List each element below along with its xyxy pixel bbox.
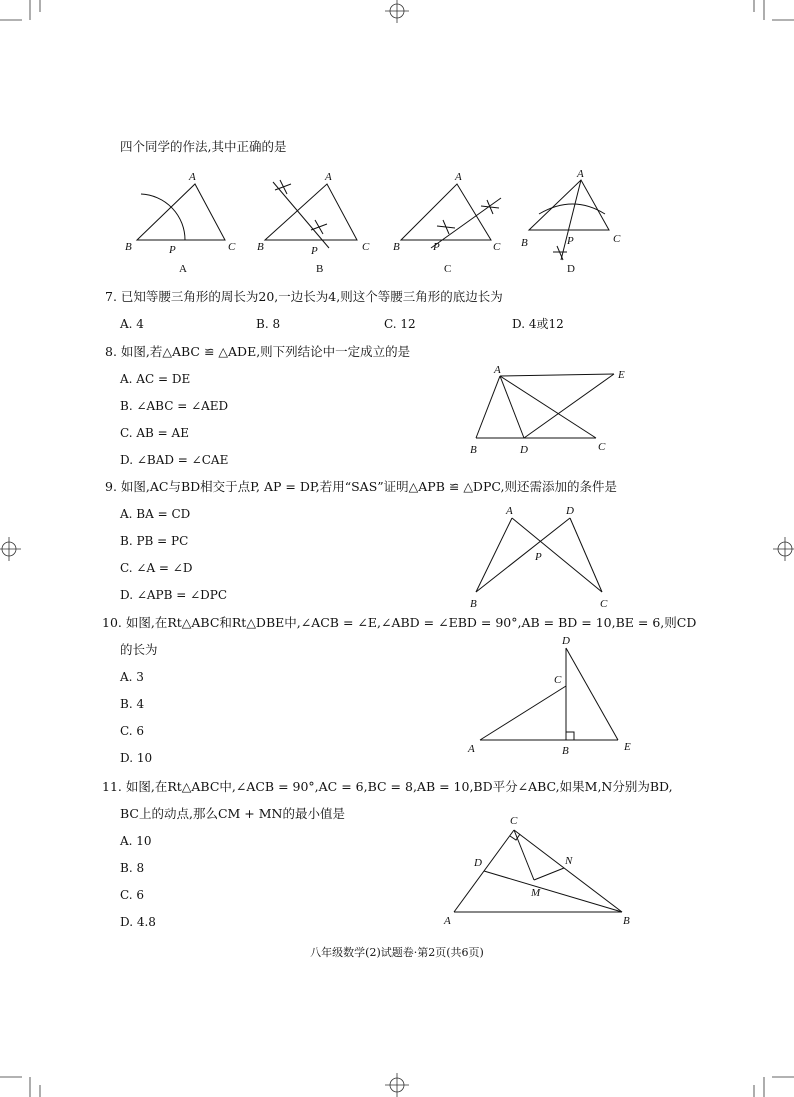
q6-caption-c: C: [444, 263, 452, 275]
q8-label-c: C: [598, 441, 606, 453]
q9-segment-ab: [476, 518, 512, 592]
q6-fig-d-cross: [553, 246, 567, 260]
q6-fig-a-triangle: [137, 184, 225, 240]
q9-stem: 9. 如图,AC与BD相交于点P, AP = DP,若用“SAS”证明△APB ≌ △DPC,则还需添加的条件是: [105, 479, 617, 494]
q11-option-b[interactable]: B. 8: [120, 861, 145, 875]
q9-label-a: A: [506, 505, 513, 517]
q9-figure: [462, 500, 622, 612]
q6-fig-b-label-a: A: [325, 171, 332, 183]
q11-segment-bd: [484, 871, 622, 912]
q6-fig-c-label-b: B: [393, 241, 400, 253]
q9-segment-db: [476, 518, 570, 592]
q8-label-e: E: [618, 369, 625, 381]
q8-segment-de: [524, 374, 614, 438]
q9-option-d[interactable]: D. ∠APB = ∠DPC: [120, 588, 228, 602]
q6-fig-c-triangle: [401, 184, 491, 240]
q9-label-b: B: [470, 598, 477, 610]
q7-option-b[interactable]: B. 8: [256, 317, 281, 331]
q10-label-b: B: [562, 745, 569, 757]
q6-construction-figures: [115, 168, 645, 280]
q11-label-a: A: [444, 915, 451, 927]
q11-label-n: N: [565, 855, 573, 867]
q10-stem-line1: 10. 如图,在Rt△ABC和Rt△DBE中,∠ACB = ∠E,∠ABD = ∠EBD = 90°,AB = BD = 10,BE = 6,则CD: [102, 615, 697, 630]
q11-label-d: D: [474, 857, 482, 869]
q6-fig-a-label-c: C: [228, 241, 236, 253]
q10-option-b[interactable]: B. 4: [120, 697, 145, 711]
q8-option-c[interactable]: C. AB = AE: [120, 426, 189, 440]
q9-label-d: D: [566, 505, 574, 517]
q10-figure: [458, 632, 648, 760]
q6-fig-b-label-b: B: [257, 241, 264, 253]
q8-option-d[interactable]: D. ∠BAD = ∠CAE: [120, 453, 229, 467]
q8-segment-ab: [476, 376, 500, 438]
q6-fig-b-label-c: C: [362, 241, 370, 253]
q9-label-p: P: [535, 551, 542, 563]
q6-fig-c-label-a: A: [455, 171, 462, 183]
q9-option-c[interactable]: C. ∠A = ∠D: [120, 561, 193, 575]
q8-option-b[interactable]: B. ∠ABC = ∠AED: [120, 399, 229, 413]
q11-stem-line1: 11. 如图,在Rt△ABC中,∠ACB = 90°,AC = 6,BC = 8,AB = 10,BD平分∠ABC,如果M,N分别为BD,: [102, 779, 673, 794]
q6-fig-a-label-a: A: [189, 171, 196, 183]
q6-fig-a-label-p: P: [169, 244, 176, 256]
q6-fig-c-arc-2: [481, 200, 499, 214]
q10-option-c[interactable]: C. 6: [120, 724, 145, 738]
q6-intro-text: 四个同学的作法,其中正确的是: [120, 139, 287, 154]
q6-fig-d-line: [561, 180, 581, 260]
q6-fig-d-label-a: A: [577, 168, 584, 180]
q11-label-c: C: [510, 815, 518, 827]
q8-label-b: B: [470, 444, 477, 456]
q9-option-b[interactable]: B. PB = PC: [120, 534, 189, 548]
q6-fig-a-label-b: B: [125, 241, 132, 253]
q6-fig-d-label-p: P: [567, 235, 574, 247]
q10-stem-line2: 的长为: [120, 642, 158, 657]
q6-fig-c-label-p: P: [433, 241, 440, 253]
q6-caption-d: D: [567, 263, 575, 275]
q8-label-d: D: [520, 444, 528, 456]
q11-label-b: B: [623, 915, 630, 927]
q6-fig-d-triangle: [529, 180, 609, 230]
q11-figure: [438, 808, 638, 930]
q10-right-angle-mark: [566, 732, 574, 740]
q10-label-a: A: [468, 743, 475, 755]
q6-caption-a: A: [179, 263, 187, 275]
q8-figure: [462, 362, 642, 462]
q6-fig-d-label-c: C: [613, 233, 621, 245]
q6-fig-a-arc: [141, 194, 185, 240]
q6-fig-b-arc-bottom: [311, 220, 327, 234]
q8-segment-ae: [500, 374, 614, 376]
q6-fig-d-label-b: B: [521, 237, 528, 249]
q8-stem: 8. 如图,若△ABC ≌ △ADE,则下列结论中一定成立的是: [105, 344, 411, 359]
q8-option-a[interactable]: A. AC = DE: [120, 372, 191, 386]
q6-caption-b: B: [316, 263, 324, 275]
q11-label-m: M: [531, 887, 541, 899]
q6-fig-c-arc-1: [437, 220, 455, 234]
q11-option-d[interactable]: D. 4.8: [120, 915, 156, 929]
q10-segment-de: [566, 648, 618, 740]
q11-option-a[interactable]: A. 10: [120, 834, 152, 848]
q6-fig-b-triangle: [265, 184, 357, 240]
q9-label-c: C: [600, 598, 608, 610]
q10-option-a[interactable]: A. 3: [120, 670, 144, 684]
q8-segment-ad: [500, 376, 524, 438]
q10-label-d: D: [562, 635, 570, 647]
q8-label-a: A: [494, 364, 501, 376]
q11-right-angle-mark: [510, 834, 520, 840]
q7-option-c[interactable]: C. 12: [384, 317, 416, 331]
page-footer: 八年级数学(2)试题卷·第2页(共6页): [310, 946, 484, 959]
q10-option-d[interactable]: D. 10: [120, 751, 153, 765]
q6-fig-c-label-c: C: [493, 241, 501, 253]
q10-label-e: E: [624, 741, 631, 753]
q6-fig-b-bisector: [273, 182, 329, 248]
q7-option-d[interactable]: D. 4或12: [512, 317, 564, 331]
q10-label-c: C: [554, 674, 562, 686]
q9-segment-dc: [570, 518, 602, 592]
q11-option-c[interactable]: C. 6: [120, 888, 145, 902]
q7-stem: 7. 已知等腰三角形的周长为20,一边长为4,则这个等腰三角形的底边长为: [105, 289, 503, 304]
q6-fig-b-label-p: P: [311, 245, 318, 257]
q10-segment-ac: [480, 686, 566, 740]
q9-option-a[interactable]: A. BA = CD: [120, 507, 191, 521]
q11-segment-mn: [534, 868, 564, 880]
q7-option-a[interactable]: A. 4: [120, 317, 144, 331]
q8-segment-ac: [500, 376, 596, 438]
q11-stem-line2: BC上的动点,那么CM + MN的最小值是: [120, 806, 345, 821]
q9-segment-ac: [512, 518, 602, 592]
